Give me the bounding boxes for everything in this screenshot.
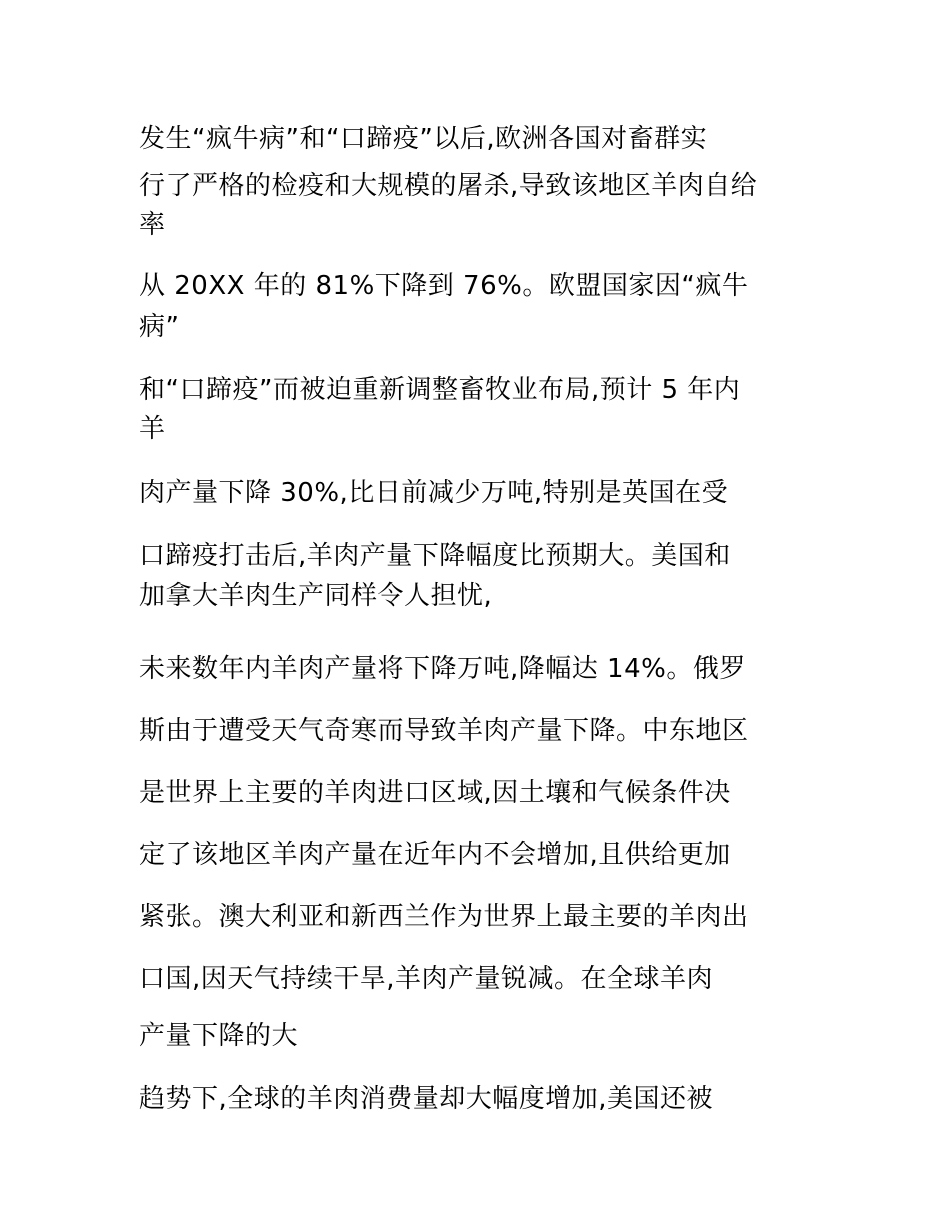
- text-line: 斯由于遭受天气奇寒而导致羊肉产量下降。中东地区: [139, 716, 749, 746]
- text-line: 病”: [139, 312, 180, 342]
- text-line: 趋势下,全球的羊肉消费量却大幅度增加,美国还被: [139, 1084, 714, 1114]
- text-line: 发生“疯牛病”和“口蹄疫”以后,欧洲各国对畜群实: [139, 124, 708, 154]
- text-line: 行了严格的检疫和大规模的屠杀,导致该地区羊肉自给: [139, 171, 758, 201]
- text-line: 是世界上主要的羊肉进口区域,因土壤和气候条件决: [139, 778, 731, 808]
- text-line: 率: [139, 210, 166, 240]
- text-line: 肉产量下降 30%,比日前减少万吨,特别是英国在受: [139, 478, 729, 508]
- text-line: 加拿大羊肉生产同样令人担忧,: [139, 581, 493, 611]
- text-line: 口蹄疫打击后,羊肉产量下降幅度比预期大。美国和: [139, 541, 731, 571]
- text-line: 从 20XX 年的 81%下降到 76%。欧盟国家因“疯牛: [139, 271, 749, 301]
- text-line: 和“口蹄疫”而被迫重新调整畜牧业布局,预计 5 年内: [139, 375, 741, 405]
- text-line: 羊: [139, 414, 166, 444]
- text-line: 定了该地区羊肉产量在近年内不会增加,且供给更加: [139, 840, 731, 870]
- text-line: 口国,因天气持续干旱,羊肉产量锐减。在全球羊肉: [139, 964, 714, 994]
- text-line: 未来数年内羊肉产量将下降万吨,降幅达 14%。俄罗: [139, 654, 746, 684]
- text-line: 产量下降的大: [139, 1021, 299, 1051]
- text-line: 紧张。澳大利亚和新西兰作为世界上最主要的羊肉出: [139, 902, 749, 932]
